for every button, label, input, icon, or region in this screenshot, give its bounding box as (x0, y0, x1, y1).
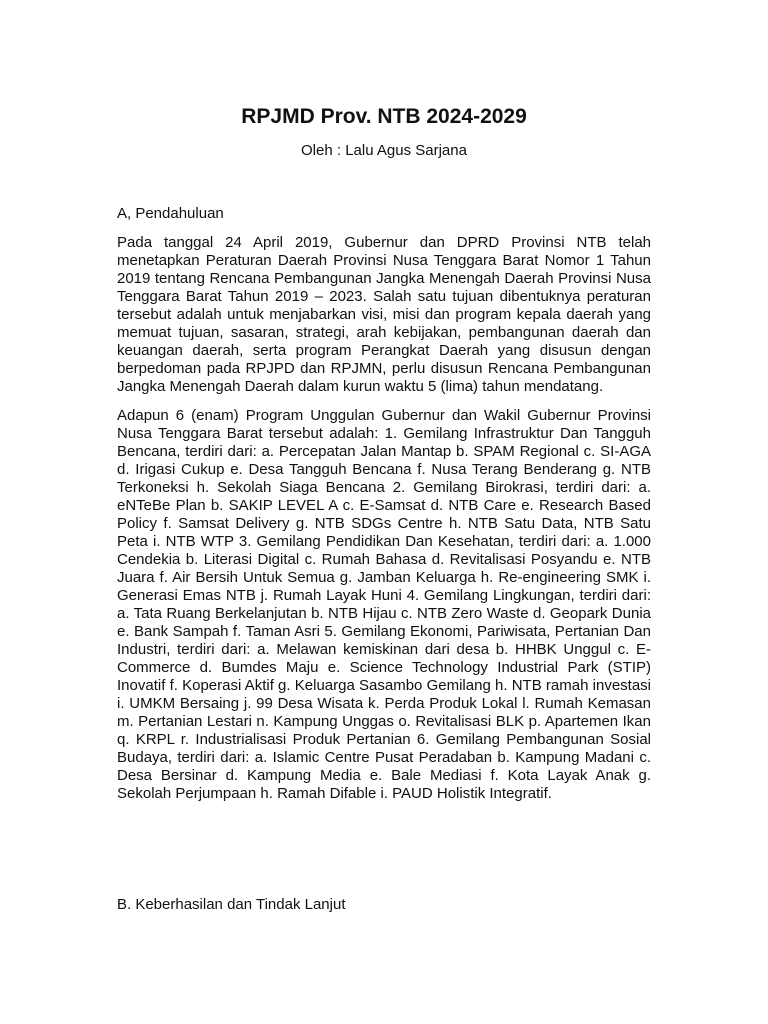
section-b-heading: B. Keberhasilan dan Tindak Lanjut (117, 896, 346, 913)
document-title: RPJMD Prov. NTB 2024-2029 (241, 105, 527, 128)
section-a-heading: A, Pendahuluan (117, 205, 224, 222)
paragraph-introduction: Pada tanggal 24 April 2019, Gubernur dan DPRD Provinsi NTB telah menetapkan Peraturan Daerah Provinsi Nusa Tenggara Barat Nomor 1 Tahun 2019 tentang Rencana Pembangunan Jangka Menengah Daerah Provinsi Nusa Tenggara Barat Tahun 2019 – 2023. Salah satu tujuan dibentuknya peraturan tersebut adalah untuk menjabarkan visi, misi dan program kepala daerah yang memuat tujuan, sasaran, strategi, arah kebijakan, pembangunan daerah dan keuangan daerah, serta program Perangkat Daerah yang disusun dengan berpedoman pada RPJPD dan RPJMN, perlu disusun Rencana Pembangunan Jangka Menengah Daerah dalam kurun waktu 5 (lima) tahun mendatang. (117, 234, 651, 395)
section-a (117, 205, 651, 814)
document-author: Oleh : Lalu Agus Sarjana (301, 142, 467, 159)
paragraph-program-unggulan: Adapun 6 (enam) Program Unggulan Gubernur dan Wakil Gubernur Provinsi Nusa Tenggara Barat tersebut adalah: 1. Gemilang Infrastruktur Dan Tangguh Bencana, terdiri dari: a. Percepatan Jalan Mantap b. SPAM Regional c. SI-AGA d. Irigasi Cukup e. Desa Tangguh Bencana f. Nusa Terang Benderang g. NTB Terkoneksi h. Sekolah Siaga Bencana 2. Gemilang Birokrasi, terdiri dari: a. eNTeBe Plan b. SAKIP LEVEL A c. E-Samsat d. NTB Care e. Research Based Policy f. Samsat Delivery g. NTB SDGs Centre h. NTB Satu Data, NTB Satu Peta i. NTB WTP 3. Gemilang Pendidikan Dan Kesehatan, terdiri dari: a. 1.000 Cendekia b. Literasi Digital c. Rumah Bahasa d. Revitalisasi Posyandu e. NTB Juara f. Air Bersih Untuk Semua g. Jamban Keluarga h. Re-engineering SMK i. Generasi Emas NTB j. Rumah Layak Huni 4. Gemilang Lingkungan, terdiri dari: a. Tata Ruang Berkelanjutan b. NTB Hijau c. NTB Zero Waste d. Geopark Dunia e. Bank Sampah f. Taman Asri 5. Gemilang Ekonomi, Pariwisata, Pertanian Dan Industri, terdiri dari: a. Melawan kemiskinan dari desa b. HHBK Unggul c. E-Commerce d. Bumdes Maju e. Science Technology Industrial Park (STIP) Inovatif f. Koperasi Aktif g. Keluarga Sasambo Gemilang h. NTB ramah investasi i. UMKM Bersaing j. 99 Desa Wisata k. Perda Produk Lokal l. Rumah Kemasan m. Pertanian Lestari n. Kampung Unggas o. Revitalisasi BLK p. Apartemen Ikan q. KRPL r. Industrialisasi Produk Pertanian 6. Gemilang Pembangunan Sosial Budaya, terdiri dari: a. Islamic Centre Pusat Peradaban b. Kampung Madani c. Desa Bersinar d. Kampung Media e. Bale Mediasi f. Kota Layak Anak g. Sekolah Perjumpaan h. Ramah Difable i. PAUD Holistik Integratif. (117, 407, 651, 802)
